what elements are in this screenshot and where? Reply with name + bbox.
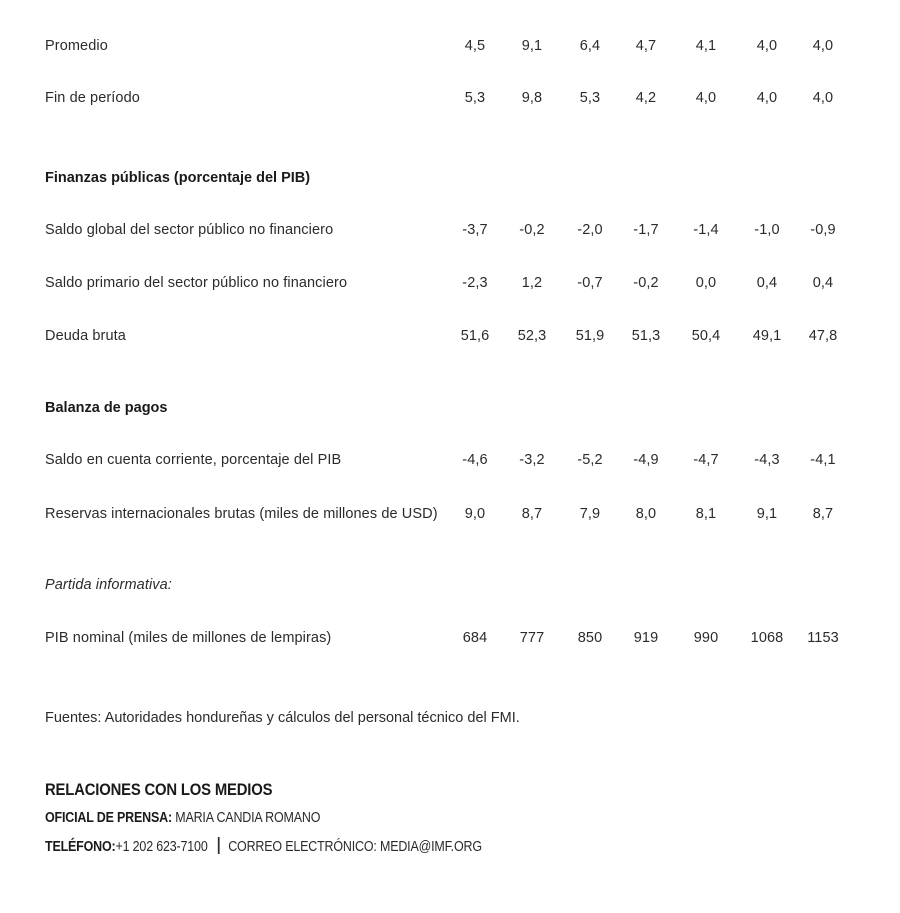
phone-label: TELÉFONO: bbox=[45, 839, 116, 855]
table-cell: -1,7 bbox=[633, 222, 659, 238]
row-label: Saldo global del sector público no financiero bbox=[45, 222, 334, 238]
row-label: Promedio bbox=[45, 38, 108, 54]
table-cell: 4,0 bbox=[756, 90, 778, 106]
table-cell: 47,8 bbox=[808, 328, 838, 344]
table-row bbox=[0, 218, 900, 242]
table-cell: -1,0 bbox=[754, 222, 780, 238]
table-cell: -4,1 bbox=[810, 452, 836, 468]
sources-note: Fuentes: Autoridades hondureñas y cálculos del personal técnico del FMI. bbox=[45, 710, 520, 726]
table-cell: -3,2 bbox=[519, 452, 545, 468]
table-cell: -4,6 bbox=[462, 452, 488, 468]
table-cell: -0,2 bbox=[519, 222, 545, 238]
table-cell: -5,2 bbox=[577, 452, 603, 468]
table-cell: 684 bbox=[462, 630, 488, 646]
table-cell: 7,9 bbox=[579, 506, 601, 522]
table-cell: 5,3 bbox=[579, 90, 601, 106]
table-row bbox=[0, 34, 900, 58]
row-label: Saldo en cuenta corriente, porcentaje del PIB bbox=[45, 452, 342, 468]
table-cell: 4,5 bbox=[464, 38, 486, 54]
table-cell: 1068 bbox=[750, 630, 784, 646]
row-label: Deuda bruta bbox=[45, 328, 126, 344]
table-cell: 4,1 bbox=[695, 38, 717, 54]
table-row bbox=[0, 271, 900, 295]
table-cell: 4,0 bbox=[812, 38, 834, 54]
table-cell: -0,7 bbox=[577, 275, 603, 291]
table-cell: 4,7 bbox=[635, 38, 657, 54]
table-cell: 4,0 bbox=[695, 90, 717, 106]
table-cell: 9,1 bbox=[756, 506, 778, 522]
phone-number[interactable]: +1 202 623-7100 bbox=[115, 839, 208, 855]
contact-line bbox=[45, 836, 482, 858]
table-cell: 8,7 bbox=[812, 506, 834, 522]
table-cell: 0,0 bbox=[695, 275, 717, 291]
divider bbox=[218, 837, 220, 854]
table-cell: 0,4 bbox=[756, 275, 778, 291]
table-cell: 4,2 bbox=[635, 90, 657, 106]
table-cell: -2,3 bbox=[462, 275, 488, 291]
table-cell: 8,1 bbox=[695, 506, 717, 522]
press-officer-line bbox=[45, 807, 320, 829]
table-cell: 4,0 bbox=[812, 90, 834, 106]
table-row bbox=[0, 502, 900, 526]
table-cell: -1,4 bbox=[693, 222, 719, 238]
memo-heading-row bbox=[0, 573, 900, 597]
table-cell: 9,8 bbox=[521, 90, 543, 106]
table-cell: 990 bbox=[693, 630, 719, 646]
memo-heading: Partida informativa: bbox=[45, 577, 172, 593]
table-cell: 50,4 bbox=[691, 328, 721, 344]
section-title-finanzas: Finanzas públicas (porcentaje del PIB) bbox=[45, 170, 311, 186]
table-cell: 9,0 bbox=[464, 506, 486, 522]
press-officer-name: MARIA CANDIA ROMANO bbox=[171, 810, 321, 826]
table-cell: 919 bbox=[633, 630, 659, 646]
table-cell: 8,7 bbox=[521, 506, 543, 522]
section-title-balanza: Balanza de pagos bbox=[45, 400, 168, 416]
table-cell: -3,7 bbox=[462, 222, 488, 238]
row-label: PIB nominal (miles de millones de lempiras) bbox=[45, 630, 332, 646]
table-cell: 5,3 bbox=[464, 90, 486, 106]
table-cell: 51,6 bbox=[460, 328, 490, 344]
table-cell: 52,3 bbox=[517, 328, 547, 344]
table-cell: -4,3 bbox=[754, 452, 780, 468]
table-row bbox=[0, 324, 900, 348]
press-officer-label: OFICIAL DE PRENSA: bbox=[45, 810, 172, 826]
table-row bbox=[0, 448, 900, 472]
media-relations-heading: RELACIONES CON LOS MEDIOS bbox=[45, 781, 273, 799]
row-label: Reservas internacionales brutas (miles de millones de USD) bbox=[45, 506, 438, 522]
table-cell: 49,1 bbox=[752, 328, 782, 344]
table-cell: 4,0 bbox=[756, 38, 778, 54]
table-cell: 777 bbox=[519, 630, 545, 646]
row-label: Saldo primario del sector público no financiero bbox=[45, 275, 348, 291]
table-row bbox=[0, 626, 900, 650]
table-row bbox=[0, 86, 900, 110]
table-cell: 1153 bbox=[807, 630, 839, 646]
table-cell: -2,0 bbox=[577, 222, 603, 238]
table-cell: 51,3 bbox=[631, 328, 661, 344]
table-cell: 51,9 bbox=[575, 328, 605, 344]
table-cell: 6,4 bbox=[579, 38, 601, 54]
table-cell: 9,1 bbox=[521, 38, 543, 54]
row-label: Fin de período bbox=[45, 90, 140, 106]
table-cell: 850 bbox=[577, 630, 603, 646]
table-cell: 1,2 bbox=[521, 275, 543, 291]
table-cell: 0,4 bbox=[812, 275, 834, 291]
table-cell: 8,0 bbox=[635, 506, 657, 522]
table-cell: -4,7 bbox=[693, 452, 719, 468]
email-address[interactable]: CORREO ELECTRÓNICO: MEDIA@IMF.ORG bbox=[228, 839, 482, 855]
table-cell: -0,2 bbox=[633, 275, 659, 291]
table-cell: -0,9 bbox=[810, 222, 836, 238]
table-cell: -4,9 bbox=[633, 452, 659, 468]
